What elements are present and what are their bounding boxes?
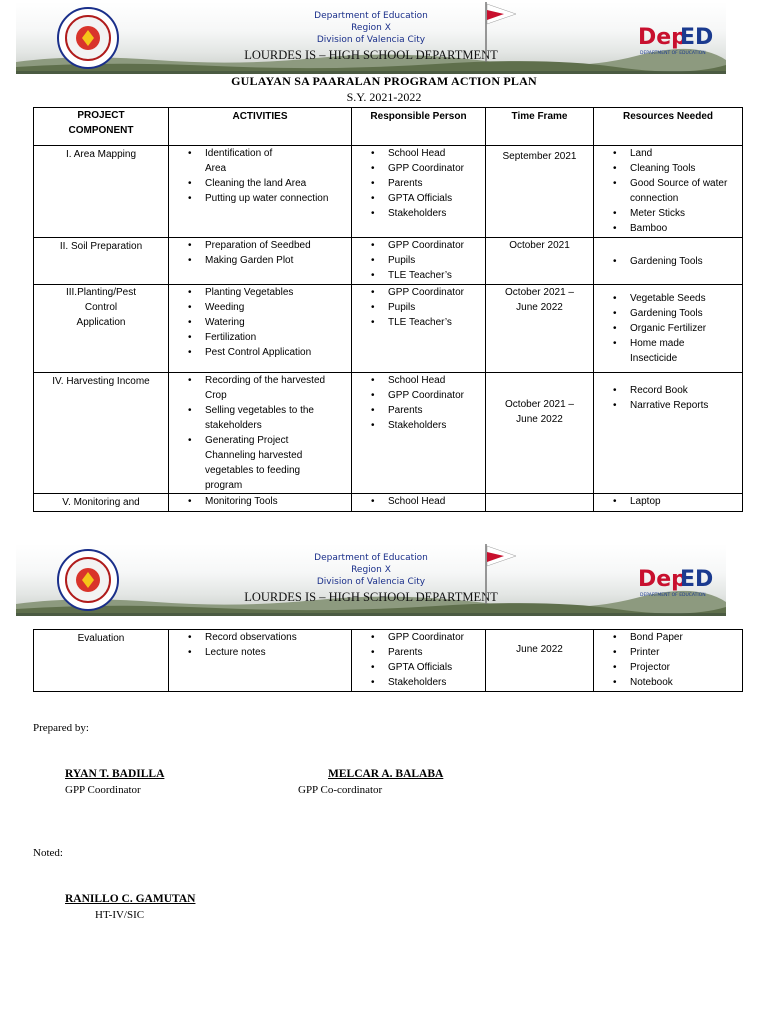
activities-cell — [169, 373, 352, 494]
signatory-role: GPP Co-cordinator — [298, 784, 383, 796]
table-row — [34, 285, 743, 373]
division-name: Division of Valencia City — [316, 577, 426, 587]
time-frame-cell — [486, 494, 594, 512]
component-cell: II. Soil Preparation — [34, 238, 169, 285]
school-year: S.Y. 2021-2022 — [346, 90, 422, 104]
flag-icon — [478, 2, 518, 62]
list-item: • Stakeholders — [388, 206, 485, 221]
svg-text:DEPARTMENT OF EDUCATION: DEPARTMENT OF EDUCATION — [640, 593, 706, 598]
activities-cell — [169, 238, 352, 285]
component-cell: I. Area Mapping — [34, 146, 169, 238]
list-item: • Bond Paper — [630, 630, 742, 645]
signatory-name: RYAN T. BADILLA — [65, 768, 165, 780]
list-item: • Laptop — [630, 494, 742, 509]
time-frame-cell: October 2021 – June 2022 — [486, 373, 594, 494]
component-cell: Evaluation — [34, 630, 169, 692]
list-item: • Preparation of Seedbed — [205, 238, 351, 253]
table-row — [34, 630, 743, 692]
component-cell: III.Planting/Pest Control Application — [34, 285, 169, 373]
plan-title: GULAYAN SA PAARALAN PROGRAM ACTION PLAN — [231, 74, 537, 88]
list-item: • TLE Teacher’s — [388, 268, 485, 283]
list-item: • Parents — [388, 176, 485, 191]
svg-text:Dep: Dep — [638, 25, 687, 50]
list-item: • Meter Sticks — [630, 206, 732, 221]
resources-cell — [594, 494, 743, 512]
list-item: • Land — [630, 146, 732, 161]
signatory-role: HT-IV/SIC — [95, 909, 145, 921]
resources-cell — [594, 146, 743, 238]
deped-logo — [636, 562, 714, 600]
flag-icon — [478, 544, 518, 604]
resources-cell — [594, 285, 743, 373]
list-item: • Cleaning the land Area — [205, 176, 351, 191]
list-item: • GPP Coordinator — [388, 630, 485, 645]
list-item: • Watering — [205, 315, 351, 330]
list-item: • Fertilization — [205, 330, 351, 345]
dept-name: Department of Education — [314, 553, 428, 563]
prepared-by-label: Prepared by: — [33, 722, 89, 734]
list-item: • Gardening Tools — [630, 254, 742, 269]
list-item: • Pupils — [388, 253, 485, 268]
resources-cell — [594, 238, 743, 285]
list-item: • Record observations — [205, 630, 351, 645]
dept-name: Department of Education — [314, 11, 428, 21]
table-row — [34, 494, 743, 512]
list-item: • GPP Coordinator — [388, 161, 485, 176]
action-plan-table — [33, 107, 743, 512]
activities-cell — [169, 494, 352, 512]
deped-logo — [636, 20, 714, 58]
component-cell: V. Monitoring and — [34, 494, 169, 512]
list-item: • Organic Fertilizer — [630, 321, 722, 336]
svg-text:Dep: Dep — [638, 567, 687, 592]
activities-cell — [169, 285, 352, 373]
list-item: • Projector — [630, 660, 742, 675]
list-item: • Pest Control Application — [205, 345, 351, 360]
list-item: • Bamboo — [630, 221, 732, 236]
activities-cell — [169, 146, 352, 238]
svg-text:ED: ED — [680, 567, 714, 592]
action-plan-table-continued — [33, 629, 743, 692]
persons-cell — [352, 146, 486, 238]
list-item: • Notebook — [630, 675, 742, 690]
list-item: • Lecture notes — [205, 645, 351, 660]
activities-cell — [169, 630, 352, 692]
signatory-name: MELCAR A. BALABA — [328, 768, 444, 780]
list-item: • GPP Coordinator — [388, 238, 485, 253]
list-item: • Vegetable Seeds — [630, 291, 722, 306]
resources-cell — [594, 630, 743, 692]
list-item: • Weeding — [205, 300, 351, 315]
table-header-row — [34, 108, 743, 146]
noted-label: Noted: — [33, 847, 63, 859]
time-frame-cell: October 2021 — [486, 238, 594, 285]
persons-cell — [352, 238, 486, 285]
list-item: • GPP Coordinator — [388, 388, 485, 403]
component-cell: IV. Harvesting Income — [34, 373, 169, 494]
col-header-resources: Resources Needed — [594, 108, 743, 146]
region-name: Region X — [351, 565, 391, 575]
list-item: • Parents — [388, 645, 485, 660]
col-header-time: Time Frame — [486, 108, 594, 146]
time-frame-cell: June 2022 — [486, 630, 594, 692]
letterhead-banner-page-2 — [16, 544, 726, 616]
col-header-person: Responsible Person — [352, 108, 486, 146]
svg-text:DEPARTMENT OF EDUCATION: DEPARTMENT OF EDUCATION — [640, 51, 706, 56]
list-item: • Selling vegetables to the stakeholders — [205, 403, 339, 433]
persons-cell — [352, 494, 486, 512]
banner-divider — [16, 613, 726, 616]
svg-text:ED: ED — [680, 25, 714, 50]
letterhead-banner — [16, 2, 726, 74]
persons-cell — [352, 285, 486, 373]
list-item: • Identification of Area — [205, 146, 295, 176]
school-name: LOURDES IS – HIGH SCHOOL DEPARTMENT — [244, 48, 498, 62]
list-item: • GPTA Officials — [388, 191, 485, 206]
persons-cell — [352, 373, 486, 494]
list-item: • GPP Coordinator — [388, 285, 485, 300]
department-heading — [16, 552, 726, 588]
list-item: • Putting up water connection — [205, 191, 351, 206]
time-frame-cell: October 2021 – June 2022 — [486, 285, 594, 373]
list-item: • TLE Teacher’s — [388, 315, 485, 330]
list-item: • Cleaning Tools — [630, 161, 732, 176]
table-row — [34, 238, 743, 285]
list-item: • Record Book — [630, 383, 742, 398]
list-item: • Recording of the harvested Crop — [205, 373, 339, 403]
resources-cell — [594, 373, 743, 494]
persons-cell — [352, 630, 486, 692]
list-item: • School Head — [388, 373, 485, 388]
signatory-role: GPP Coordinator — [65, 784, 141, 796]
division-name: Division of Valencia City — [316, 35, 426, 45]
list-item: • Parents — [388, 403, 485, 418]
list-item: • Stakeholders — [388, 675, 485, 690]
list-item: • Pupils — [388, 300, 485, 315]
table-row — [34, 373, 743, 494]
list-item: • Home made Insecticide — [630, 336, 722, 366]
list-item: • Stakeholders — [388, 418, 485, 433]
region-name: Region X — [351, 23, 391, 33]
list-item: • Printer — [630, 645, 742, 660]
table-row — [34, 146, 743, 238]
list-item: • Narrative Reports — [630, 398, 742, 413]
list-item: • School Head — [388, 494, 485, 509]
list-item: • School Head — [388, 146, 485, 161]
signatory-name: RANILLO C. GAMUTAN — [65, 893, 196, 905]
col-header-component: PROJECT COMPONENT — [34, 108, 169, 146]
list-item: • Monitoring Tools — [205, 494, 351, 509]
time-frame-cell: September 2021 — [486, 146, 594, 238]
list-item: • Making Garden Plot — [205, 253, 351, 268]
col-header-activities: ACTIVITIES — [169, 108, 352, 146]
list-item: • Generating Project Channeling harvested vegetables to feeding program — [205, 433, 339, 493]
department-heading — [16, 10, 726, 46]
school-name: LOURDES IS – HIGH SCHOOL DEPARTMENT — [244, 590, 498, 604]
list-item: • Gardening Tools — [630, 306, 722, 321]
list-item: • Planting Vegetables — [205, 285, 351, 300]
list-item: • Good Source of water connection — [630, 176, 732, 206]
list-item: • GPTA Officials — [388, 660, 485, 675]
